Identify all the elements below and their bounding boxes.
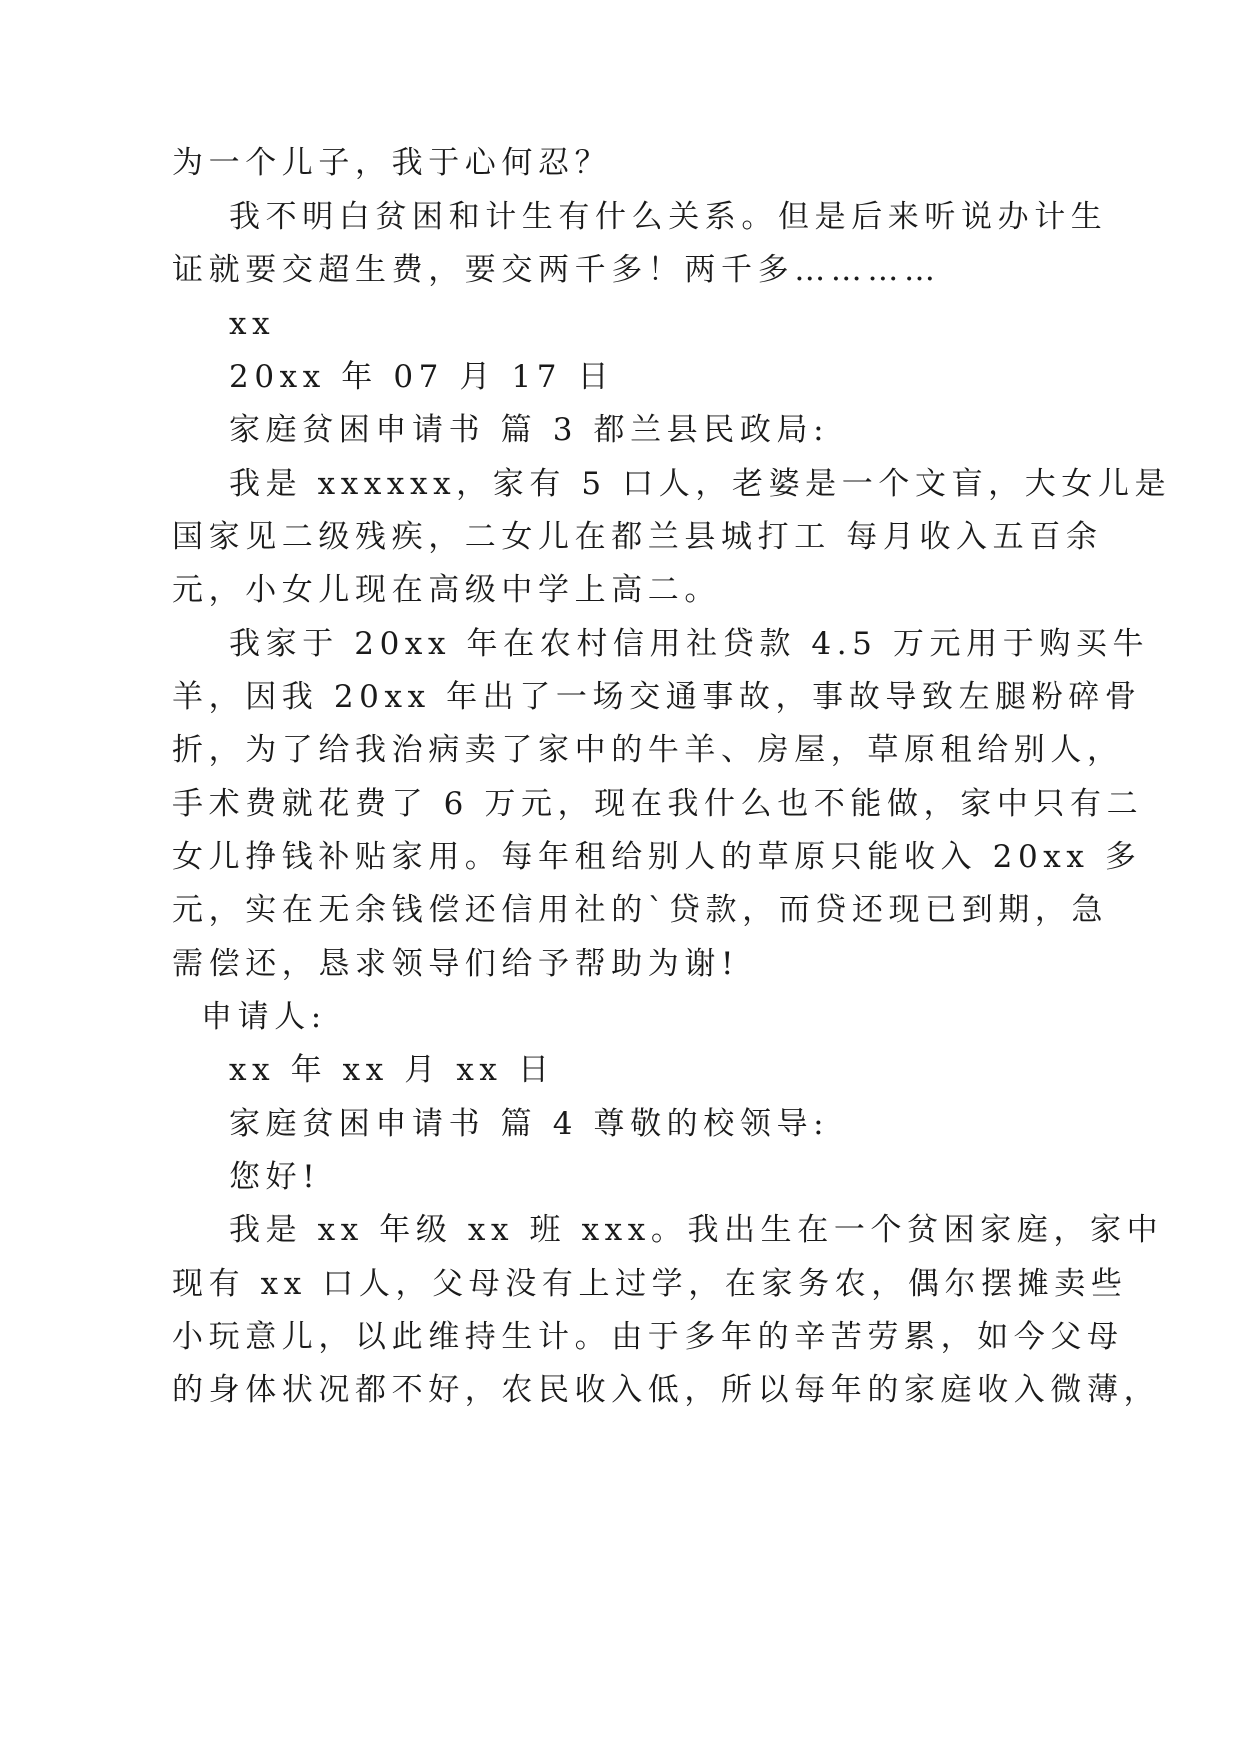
text-line: 女儿挣钱补贴家用。每年租给别人的草原只能收入 20xx 多 bbox=[172, 839, 1142, 875]
date-line: xx 年 xx 月 xx 日 bbox=[229, 1052, 555, 1088]
text-line: 小玩意儿，以此维持生计。由于多年的辛苦劳累，如今父母 bbox=[172, 1319, 1124, 1355]
text-line: 20xx 年 07 月 17 日 bbox=[229, 359, 615, 395]
text-line: 我是 xxxxxx，家有 5 口人，老婆是一个文盲，大女儿是 bbox=[229, 466, 1172, 502]
text-line: xx bbox=[229, 306, 276, 342]
text-line: 现有 xx 口人，父母没有上过学，在家务农，偶尔摆摊卖些 bbox=[172, 1266, 1128, 1302]
text-line: 证就要交超生费，要交两千多！两千多………… bbox=[172, 252, 941, 288]
text-line: 国家见二级残疾，二女儿在都兰县城打工 每月收入五百余 bbox=[172, 519, 1103, 555]
signature-label: 申请人: bbox=[201, 999, 327, 1035]
text-line: 羊，因我 20xx 年出了一场交通事故，事故导致左腿粉碎骨 bbox=[172, 679, 1142, 715]
section-heading: 家庭贫困申请书 篇 3 都兰县民政局: bbox=[229, 412, 830, 448]
text-line: 为一个儿子，我于心何忍？ bbox=[172, 145, 612, 181]
text-line: 手术费就花费了 6 万元，现在我什么也不能做，家中只有二 bbox=[172, 786, 1144, 822]
text-line: 折，为了给我治病卖了家中的牛羊、房屋，草原租给别人， bbox=[172, 732, 1124, 768]
text-line: 元，实在无余钱偿还信用社的`贷款，而贷还现已到期，急 bbox=[172, 892, 1109, 928]
text-line: 需偿还，恳求领导们给予帮助为谢! bbox=[172, 946, 740, 982]
text-line: 我家于 20xx 年在农村信用社贷款 4.5 万元用于购买牛 bbox=[229, 626, 1150, 662]
text-line: 我是 xx 年级 xx 班 xxx。我出生在一个贫困家庭，家中 bbox=[229, 1212, 1164, 1248]
section-heading: 家庭贫困申请书 篇 4 尊敬的校领导: bbox=[229, 1106, 830, 1142]
text-line: 我不明白贫困和计生有什么关系。但是后来听说办计生 bbox=[229, 199, 1108, 235]
text-line: 的身体状况都不好，农民收入低，所以每年的家庭收入微薄， bbox=[172, 1372, 1161, 1408]
text-line: 元，小女儿现在高级中学上高二。 bbox=[172, 572, 721, 608]
greeting: 您好! bbox=[229, 1159, 321, 1195]
